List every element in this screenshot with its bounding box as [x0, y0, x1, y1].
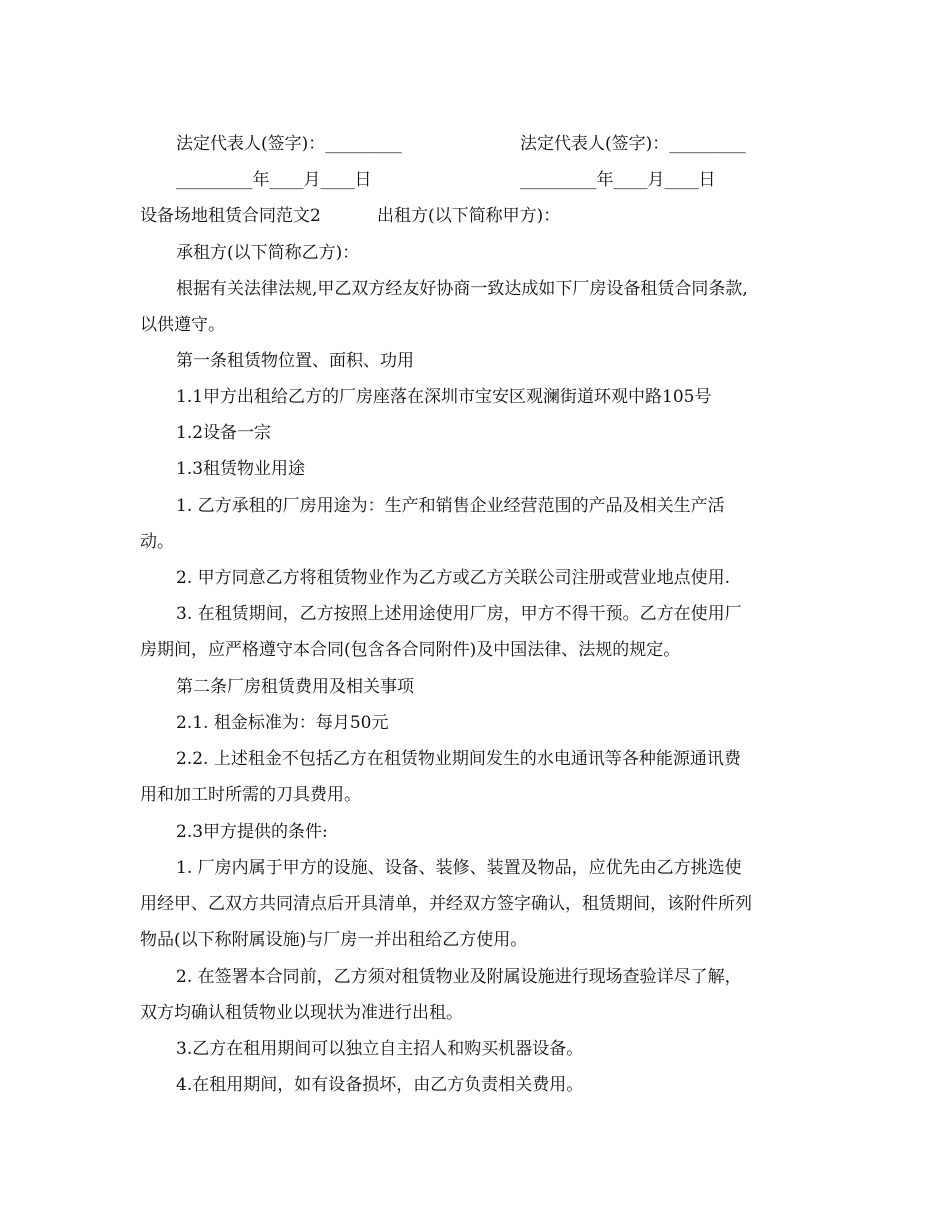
clause-1-3-item-1-cont: 动。 — [140, 532, 174, 552]
document-title: 设备场地租赁合同范文2 — [140, 206, 321, 226]
clause-2-3-item-4: 4.在租用期间，如有设备损坏，由乙方负责相关费用。 — [176, 1075, 584, 1095]
clause-2-2-cont: 用和加工时所需的刀具费用。 — [140, 785, 361, 805]
lessor-party-label: 出租方(以下简称甲方)： — [377, 206, 561, 226]
clause-2-3-item-1: 1. 厂房内属于甲方的设施、设备、装修、装置及物品，应优先由乙方挑选使 — [176, 858, 742, 878]
clause-2-1: 2.1. 租金标准为：每月50元 — [176, 713, 389, 733]
lessee-signing-date: _________年____月____日 — [520, 170, 716, 190]
clause-1-3-item-1: 1. 乙方承租的厂房用途为：生产和销售企业经营范围的产品及相关生产活 — [176, 496, 725, 516]
clause-1-1: 1.1甲方出租给乙方的厂房座落在深圳市宝安区观澜街道环观中路105号 — [176, 387, 712, 407]
clause-2-3-item-3: 3.乙方在租用期间可以独立自主招人和购买机器设备。 — [176, 1039, 584, 1059]
lessee-party-label: 承租方(以下简称乙方)： — [176, 243, 360, 263]
lessor-signing-date: _________年____月____日 — [176, 170, 372, 190]
clause-2-3: 2.3甲方提供的条件: — [176, 822, 328, 842]
clause-1-3-item-3-cont: 房期间，应严格遵守本合同(包含各合同附件)及中国法律、法规的规定。 — [140, 640, 681, 660]
preamble-paragraph-cont: 以供遵守。 — [140, 315, 225, 335]
lessor-representative-signature: 法定代表人(签字)：_________ — [176, 134, 402, 154]
clause-2-3-item-1-cont2: 物品(以下称附属设施)与厂房一并出租给乙方使用。 — [140, 930, 528, 950]
clause-1-3-item-2: 2. 甲方同意乙方将租赁物业作为乙方或乙方关联公司注册或营业地点使用. — [176, 568, 731, 588]
lessee-representative-signature: 法定代表人(签字)：_________ — [520, 134, 746, 154]
article-1-heading: 第一条租赁物位置、面积、功用 — [176, 351, 414, 371]
clause-2-3-item-1-cont: 用经甲、乙双方共同清点后开具清单，并经双方签字确认，租赁期间，该附件所列 — [140, 894, 752, 914]
preamble-paragraph: 根据有关法律法规,甲乙双方经友好协商一致达成如下厂房设备租赁合同条款, — [176, 279, 748, 299]
clause-1-2: 1.2设备一宗 — [176, 423, 272, 443]
clause-2-3-item-2: 2. 在签署本合同前，乙方须对租赁物业及附属设施进行现场查验详尽了解， — [176, 967, 742, 987]
clause-2-3-item-2-cont: 双方均确认租赁物业以现状为准进行出租。 — [140, 1003, 463, 1023]
clause-1-3-item-3: 3. 在租赁期间，乙方按照上述用途使用厂房，甲方不得干预。乙方在使用厂 — [176, 604, 742, 624]
clause-1-3: 1.3租赁物业用途 — [176, 459, 306, 479]
article-2-heading: 第二条厂房租赁费用及相关事项 — [176, 677, 414, 697]
clause-2-2: 2.2. 上述租金不包括乙方在租赁物业期间发生的水电通讯等各种能源通讯费 — [176, 749, 741, 769]
